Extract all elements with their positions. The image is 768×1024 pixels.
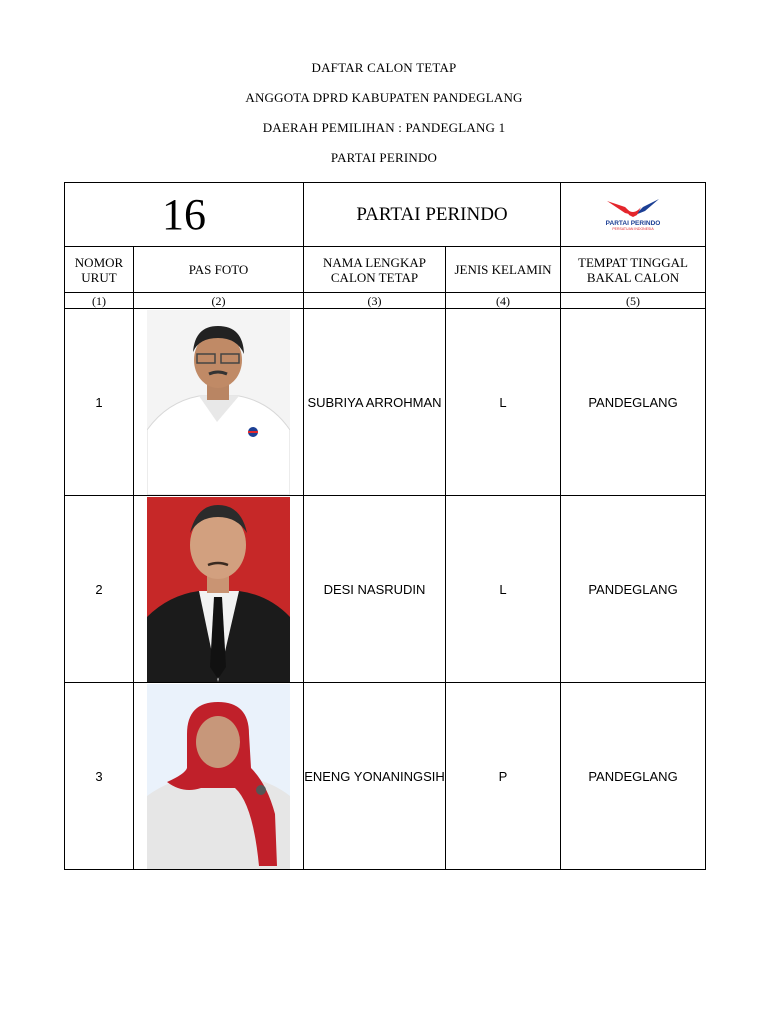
party-logo — [603, 195, 663, 231]
party-number: 16 — [162, 189, 206, 239]
candidate-photo-cell — [134, 496, 304, 683]
candidate-photo-cell — [134, 309, 304, 496]
logo-wordmark: PARTAI PERINDO — [605, 219, 661, 227]
party-logo-cell — [561, 183, 706, 247]
table-row — [65, 309, 706, 496]
candidate-number: 2 — [65, 496, 134, 683]
candidate-name: SUBRIYA ARROHMAN — [304, 309, 446, 496]
col-header-gender: JENIS KELAMIN — [446, 247, 561, 293]
candidate-number: 3 — [65, 683, 134, 870]
candidate-number: 1 — [65, 309, 134, 496]
candidate-photo — [147, 310, 290, 495]
col-header-number: NOMOR URUT — [65, 247, 134, 293]
candidate-photo-cell — [134, 683, 304, 870]
col-number-2: (2) — [134, 293, 304, 309]
col-header-name: NAMA LENGKAP CALON TETAP — [304, 247, 446, 293]
col-number-5: (5) — [561, 293, 706, 309]
doc-subtitle-council: ANGGOTA DPRD KABUPATEN PANDEGLANG — [245, 90, 523, 105]
candidate-photo — [147, 684, 290, 869]
logo-blue-wing — [635, 199, 659, 215]
col-header-photo: PAS FOTO — [134, 247, 304, 293]
col-header-residence: TEMPAT TINGGAL BAKAL CALON — [561, 247, 706, 293]
party-header-row — [65, 183, 706, 247]
logo-tagline: PERSATUAN INDONESIA — [612, 226, 654, 231]
candidate-table — [64, 182, 706, 870]
party-name-cell — [304, 183, 561, 247]
candidate-residence: PANDEGLANG — [561, 496, 706, 683]
candidate-residence: PANDEGLANG — [561, 683, 706, 870]
candidate-photo — [147, 497, 290, 682]
face — [196, 716, 240, 768]
candidate-gender: L — [446, 309, 561, 496]
table-row — [65, 683, 706, 870]
doc-subtitle-party: PARTAI PERINDO — [330, 150, 438, 165]
candidate-gender: P — [446, 683, 561, 870]
candidate-name: DESI NASRUDIN — [304, 496, 446, 683]
party-number-cell — [65, 183, 304, 247]
doc-title: DAFTAR CALON TETAP — [311, 60, 457, 75]
brooch — [256, 785, 266, 795]
candidate-name: ENENG YONANINGSIH — [304, 683, 446, 870]
candidate-gender: L — [446, 496, 561, 683]
table-row — [65, 496, 706, 683]
col-number-4: (4) — [446, 293, 561, 309]
column-header-row — [65, 247, 706, 293]
col-number-1: (1) — [65, 293, 134, 309]
doc-subtitle-district: DAERAH PEMILIHAN : PANDEGLANG 1 — [262, 120, 506, 135]
col-number-3: (3) — [304, 293, 446, 309]
candidate-residence: PANDEGLANG — [561, 309, 706, 496]
column-number-row — [65, 293, 706, 309]
party-name: PARTAI PERINDO — [356, 203, 508, 225]
